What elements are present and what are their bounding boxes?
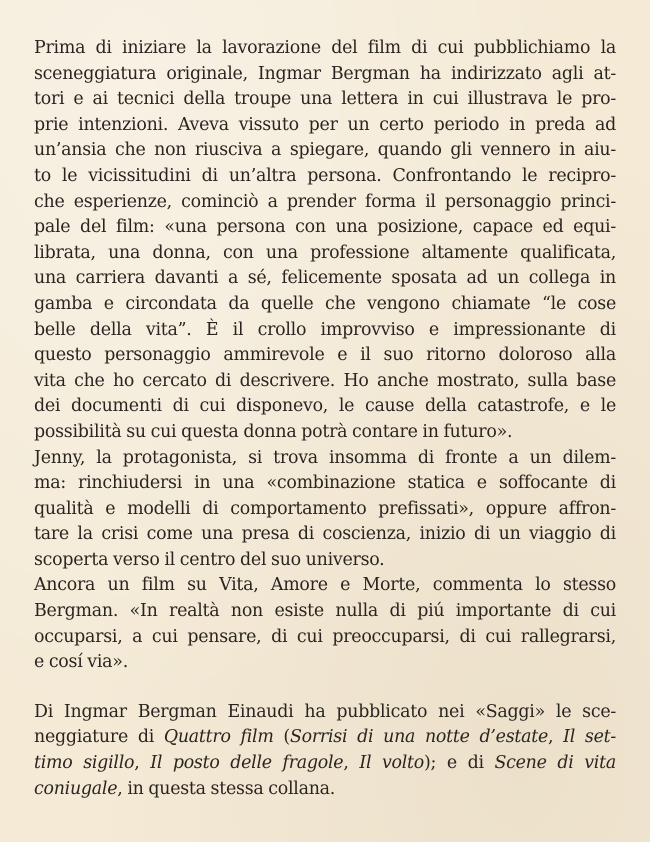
- paragraph-protagonist: [34, 446, 616, 574]
- text-line: prie intenzioni. Aveva vissuto per un certo periodo in preda ad: [34, 114, 616, 135]
- text-line: librata, una donna, con una professione altamente qualificata,: [34, 242, 616, 263]
- text-line: Bergman. «In realtà non esiste nulla di piú importante di cui: [34, 601, 616, 622]
- film-title: Il set-: [563, 727, 616, 748]
- publisher-note: [34, 700, 616, 802]
- text-line: vita che ho cercato di descrivere. Ho anche mostrato, sulla base: [34, 370, 616, 391]
- text-line: to le vicissitudini di un’altra persona. Confrontando le recipro-: [34, 165, 616, 186]
- text-line: e cosí via».: [34, 652, 128, 673]
- text-line: pale del film: «una persona con una posizione, capace ed equi-: [34, 217, 616, 238]
- text-line: sceneggiatura originale, Ingmar Bergman ha indirizzato agli at-: [34, 63, 616, 84]
- book-title: Scene di vita: [494, 753, 616, 774]
- text-line: tori e ai tecnici della troupe una lettera in cui illustrava le pro-: [34, 89, 616, 110]
- book-title: coniugale: [34, 778, 118, 799]
- film-title: Sorrisi di una notte d’estate: [289, 727, 549, 748]
- text-line: occuparsi, a cui pensare, di cui preoccuparsi, di cui rallegrarsi,: [34, 626, 616, 647]
- text-line: ma: rinchiudersi in una «combinazione statica e soffocante di: [34, 473, 616, 494]
- film-title: Il posto delle fragole: [150, 753, 344, 774]
- book-title: Quattro film: [163, 727, 274, 748]
- text-line: una carriera davanti a sé, felicemente sposata ad un collega in: [34, 268, 616, 289]
- text-line: questo personaggio ammirevole e il suo ritorno doloroso alla: [34, 345, 616, 366]
- text-line: possibilità su cui questa donna potrà contare in futuro».: [34, 421, 513, 442]
- text-line: che esperienze, cominciò a prender forma il personaggio princi-: [34, 191, 616, 212]
- note-line: timo sigillo, Il posto delle fragole, Il volto); e di Scene di vita: [34, 753, 616, 774]
- text-line: Jenny, la protagonista, si trova insomma di fronte a un dilem-: [34, 447, 616, 468]
- text-line: Ancora un film su Vita, Amore e Morte, commenta lo stesso: [34, 575, 616, 596]
- text-line: dei documenti di cui disponevo, le cause della catastrofe, e le: [34, 396, 616, 417]
- film-title: Il volto: [359, 753, 425, 774]
- text-line: qualità e modelli di comportamento prefissati», oppure affron-: [34, 498, 616, 519]
- text-block: [34, 36, 616, 802]
- text-line: tare la crisi come una presa di coscienza, inizio di un viaggio di: [34, 524, 616, 545]
- paragraph-intro: [34, 36, 616, 446]
- text-line: Prima di iniziare la lavorazione del film di cui pubblichiamo la: [34, 38, 616, 58]
- note-line: neggiature di Quattro film (Sorrisi di una notte d’estate, Il set-: [34, 727, 616, 748]
- text-line: belle della vita”. È il crollo improvviso e impressionante di: [34, 319, 616, 340]
- paragraph-bergman-quote: [34, 573, 616, 675]
- note-line: coniugale, in questa stessa collana.: [34, 778, 336, 799]
- paragraph-gap: [34, 676, 616, 700]
- note-line: Di Ingmar Bergman Einaudi ha pubblicato nei «Saggi» le sce-: [34, 701, 616, 722]
- text-line: scoperta verso il centro del suo universo.: [34, 549, 385, 570]
- text-line: un’ansia che non riusciva a spiegare, quando gli vennero in aiu-: [34, 140, 616, 161]
- text-line: gamba e circondata da quelle che vengono chiamate “le cose: [34, 293, 616, 314]
- film-title: timo sigillo: [34, 753, 135, 774]
